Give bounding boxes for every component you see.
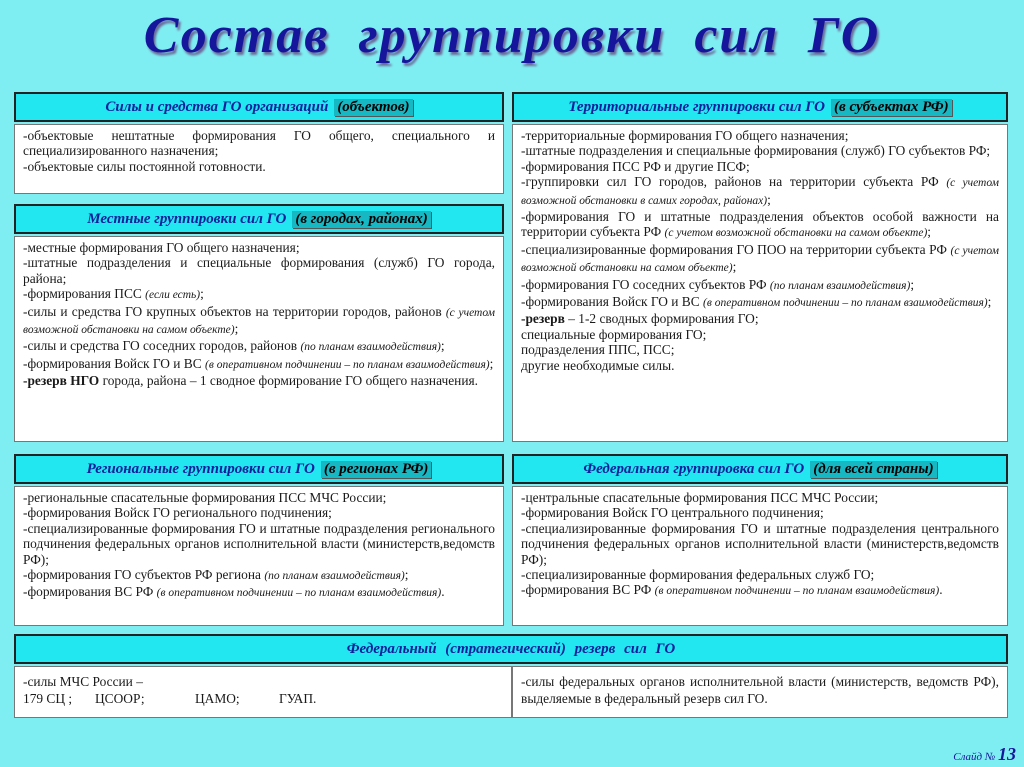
reserve-unit: ЦСООР; (95, 691, 145, 706)
list-item: -формирования ПСС РФ и другие ПСФ; (521, 158, 750, 174)
panel-org-scope: (объектов) (334, 99, 412, 116)
list-item (23, 338, 495, 355)
text: ; (489, 355, 494, 371)
text: -группировки сил ГО городов, районов на территории субъекта РФ (521, 174, 947, 190)
note: (с учетом возможной обстановки на самом объекте) (521, 244, 999, 275)
panel-local-title: Местные группировки сил ГО (87, 210, 287, 227)
slide-number (953, 744, 1016, 765)
panel-org (14, 92, 504, 196)
panel-regional-title: Региональные группировки сил ГО (86, 460, 315, 477)
text: ; (234, 321, 239, 337)
note: (в оперативном подчинении – по планам взаимодействия) (156, 587, 442, 600)
list-item: -штатные подразделения и специальные формирования (служб) ГО города, района; (23, 255, 495, 286)
list-item: -центральные спасательные формирования ПСС МЧС России; (521, 490, 879, 505)
panel-org-header (14, 92, 504, 122)
note: (если есть) (145, 289, 201, 302)
panel-local-body (14, 236, 504, 442)
text: -формирования Войск ГО и ВС (23, 355, 206, 371)
panel-territorial-header (512, 92, 1008, 122)
list-item: -штатные подразделения и специальные формирования (служб) ГО субъектов РФ; (521, 143, 991, 159)
reserve-header: Федеральный (стратегический) резерв сил ГО (14, 634, 1008, 664)
list-item (521, 277, 999, 294)
list-item: -территориальные формирования ГО общего назначения; (521, 128, 849, 143)
text: ; (440, 338, 445, 354)
reserve-right: -силы федеральных органов исполнительной власти (министерств, ведомств РФ), выделяемые в федеральный резерв сил ГО. (512, 666, 1008, 718)
list-item: -объектовые нештатные формирования ГО общего, специального и специализированного назначения; (23, 128, 495, 159)
note: (по планам взаимодействия) (264, 570, 405, 583)
slide-number-label: Слайд № (953, 751, 996, 763)
text: -формирования ГО и штатные подразделения объектов особой важности на территории субъекта РФ (521, 209, 999, 240)
list-item: другие необходимые силы. (521, 357, 675, 373)
text: -специализированные формирования ГО ПОО на территории субъекта РФ (521, 241, 951, 257)
panel-regional (14, 454, 504, 626)
list-item: -специализированные формирования ГО и штатные подразделения центрального подчинения федеральных органов исполнительной власти (министерств,ведомств РФ); (521, 520, 999, 567)
list-item: -формирования Войск ГО центрального подчинения; (521, 505, 824, 521)
list-item (521, 582, 999, 599)
text: ; (767, 191, 771, 207)
list-item (521, 242, 999, 277)
text: ; (987, 294, 992, 310)
note: (с учетом возможной обстановки на самом объекте) (664, 227, 928, 240)
list-item: -специализированные формирования федеральных служб ГО; (521, 567, 875, 583)
panel-local-header (14, 204, 504, 234)
note: (по планам взаимодействия) (300, 341, 441, 354)
list-item (23, 584, 495, 601)
panel-territorial-body (512, 124, 1008, 442)
text: города, района – 1 сводное формирование ГО общего назначения. (99, 373, 479, 389)
panel-territorial-scope: (в субъектах РФ) (831, 99, 952, 116)
reserve-row (14, 666, 1008, 718)
panel-org-body (14, 124, 504, 194)
panel-local-scope: (в городах, районах) (292, 211, 430, 228)
reserve-label: -резерв (521, 311, 565, 327)
list-item (23, 567, 495, 584)
note: (в оперативном подчинении – по планам взаимодействия) (703, 297, 988, 310)
note: (по планам взаимодействия) (769, 279, 911, 292)
text: – 1-2 сводных формирования ГО; (564, 311, 759, 327)
text: ; (404, 567, 409, 583)
list-item (23, 304, 495, 339)
page-title: Состав группировки сил ГО (143, 7, 881, 64)
panel-federal-header (512, 454, 1008, 484)
note: (с учетом возможной обстановки в самих городах, районах) (521, 177, 999, 207)
panel-territorial-title: Территориальные группировки сил ГО (568, 98, 826, 115)
reserve-label: -резерв НГО (23, 373, 100, 389)
text: ; (910, 276, 915, 292)
text: ; (200, 286, 204, 302)
list-item: подразделения ППС, ПСС; (521, 342, 675, 358)
text: -силы и средства ГО соседних городов, районов (23, 338, 301, 354)
list-item (23, 373, 495, 388)
panel-federal (512, 454, 1008, 626)
reserve-unit: 179 СЦ ; (23, 691, 73, 706)
list-item (23, 286, 495, 303)
text: -формирования ПСС (23, 286, 146, 302)
text: -формирования Войск ГО и ВС (521, 294, 704, 310)
text: . (939, 582, 943, 598)
text: -силы и средства ГО крупных объектов на территории городов, районов (23, 303, 446, 319)
panel-federal-scope: (для всей страны) (810, 461, 936, 478)
slide-number-value: 13 (998, 744, 1016, 764)
note: (с учетом возможной обстановки на самом объекте) (23, 306, 495, 337)
note: (в оперативном подчинении – по планам взаимодействия) (654, 585, 940, 598)
reserve-unit: ГУАП. (279, 691, 317, 706)
list-item (521, 209, 999, 242)
text: ; (927, 224, 932, 240)
list-item: -региональные спасательные формирования ПСС МЧС России; (23, 490, 387, 505)
panel-federal-title: Федеральная группировка сил ГО (583, 460, 805, 477)
reserve-left-line: -силы МЧС России – (23, 674, 143, 689)
list-item: -местные формирования ГО общего назначения; (23, 240, 300, 255)
text: -формирования ВС РФ (23, 584, 157, 600)
panel-regional-header (14, 454, 504, 484)
text: -формирования ГО соседних субъектов РФ (521, 276, 770, 292)
list-item: -формирования Войск ГО регионального подчинения; (23, 505, 332, 521)
list-item (521, 311, 999, 326)
panel-territorial (512, 92, 1008, 442)
reserve-left (14, 666, 512, 718)
list-item: -специализированные формирования ГО и штатные подразделения регионального подчинения федеральных органов исполнительной власти (министерств,ведомств РФ); (23, 520, 495, 567)
note: (в оперативном подчинении – по планам взаимодействия) (205, 358, 490, 371)
panel-org-title: Силы и средства ГО организаций (105, 98, 329, 115)
text: ; (732, 259, 737, 275)
text: . (441, 584, 445, 600)
text: -формирования ВС РФ (521, 582, 655, 598)
panel-local (14, 204, 504, 442)
list-item (521, 294, 999, 311)
reserve-unit: ЦАМО; (195, 691, 240, 706)
reserve-units (23, 690, 503, 707)
panel-federal-body (512, 486, 1008, 626)
panel-regional-scope: (в регионах РФ) (321, 461, 432, 478)
list-item (23, 356, 495, 373)
list-item: специальные формирования ГО; (521, 326, 707, 342)
list-item: -объектовые силы постоянной готовности. (23, 158, 266, 174)
text: -формирования ГО субъектов РФ региона (23, 567, 265, 583)
list-item (521, 174, 999, 209)
panel-regional-body (14, 486, 504, 626)
